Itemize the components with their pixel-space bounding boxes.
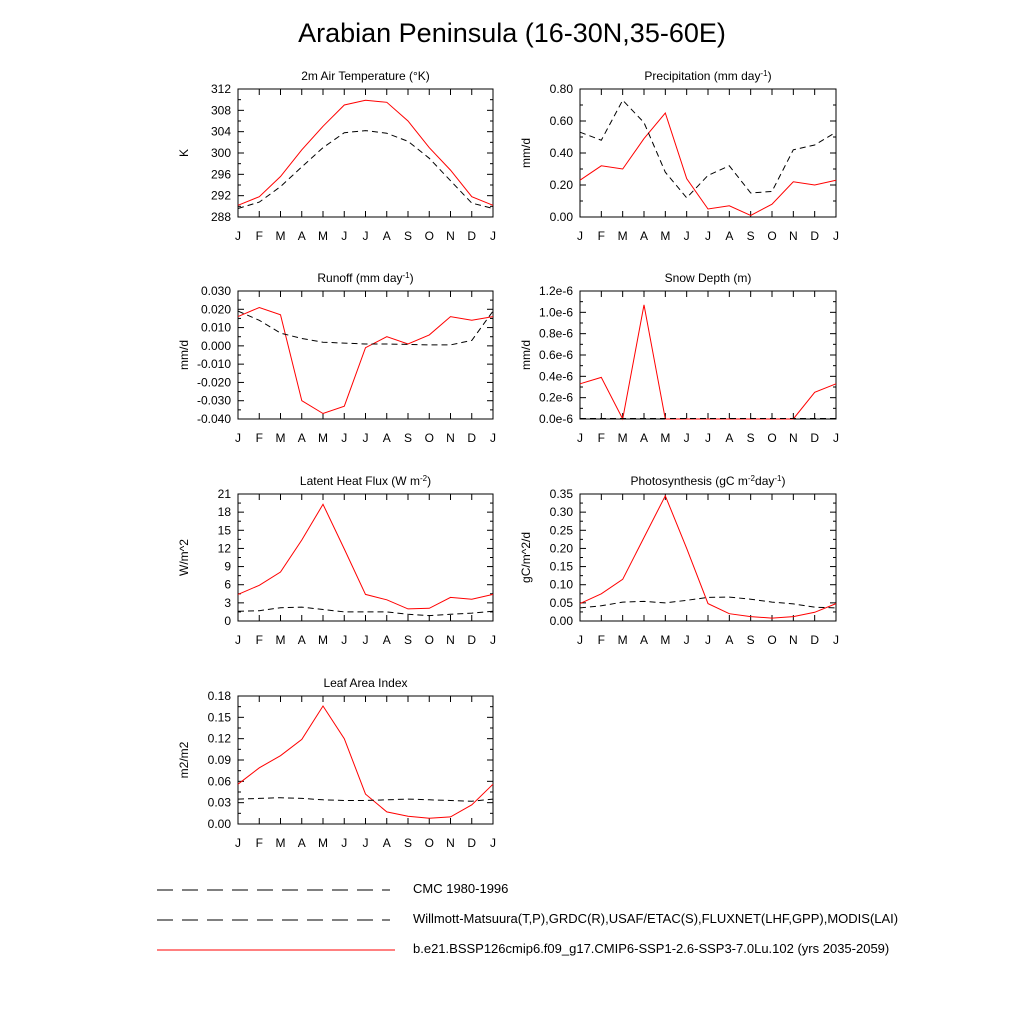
plot-frame	[238, 291, 493, 419]
y-tick-label: 0	[224, 614, 231, 628]
x-tick-label: J	[833, 633, 839, 647]
y-tick-label: 0.25	[549, 523, 573, 538]
panel-title: Photosynthesis (gC $m^{-2}day^{-1}$)	[630, 473, 786, 488]
x-tick-label: M	[318, 836, 328, 850]
y-tick-label: 0.00	[207, 817, 231, 831]
plot-frame	[238, 494, 493, 621]
x-tick-label: M	[660, 633, 671, 647]
x-tick-label: A	[639, 431, 649, 445]
x-tick-label: O	[767, 229, 777, 243]
y-tick-label: 12	[217, 541, 231, 556]
series-line-model	[580, 305, 836, 419]
y-tick-label: 21	[217, 487, 231, 501]
x-tick-label: J	[490, 229, 496, 243]
x-tick-label: J	[705, 431, 711, 445]
x-tick-label: D	[467, 229, 477, 243]
x-tick-label: M	[275, 431, 286, 445]
y-tick-label: 3	[224, 595, 231, 610]
x-tick-label: M	[617, 431, 628, 445]
x-tick-label: J	[577, 229, 583, 243]
x-tick-label: J	[235, 633, 241, 647]
chart-panel-5	[519, 474, 839, 648]
y-tick-label: 0.00	[549, 614, 573, 628]
y-tick-label: -0.040	[196, 412, 231, 426]
x-tick-label: J	[341, 229, 348, 243]
y-tick-label: 0.6e-6	[538, 348, 573, 362]
x-tick-label: D	[467, 836, 477, 850]
y-tick-label: -0.030	[196, 393, 231, 408]
x-tick-label: J	[705, 633, 711, 647]
x-tick-label: F	[597, 633, 606, 647]
y-tick-label: 0.030	[200, 284, 231, 298]
y-tick-label: 0.0e-6	[538, 412, 573, 426]
legend-label-cmc: CMC 1980-1996	[413, 881, 509, 896]
y-axis-label: gC/m^2/d	[519, 532, 533, 583]
y-tick-label: 0.10	[549, 577, 573, 592]
x-tick-label: A	[297, 229, 306, 243]
x-tick-label: S	[746, 229, 755, 243]
x-tick-label: J	[705, 229, 711, 243]
y-tick-label: -0.020	[196, 375, 231, 390]
y-tick-label: 0.000	[200, 338, 231, 353]
y-tick-label: 308	[210, 103, 231, 118]
chart-panel-3	[519, 271, 839, 445]
y-tick-label: 0.20	[549, 541, 573, 556]
x-tick-label: A	[297, 836, 306, 850]
y-tick-label: 0.2e-6	[538, 390, 573, 405]
x-tick-label: O	[424, 229, 434, 243]
x-tick-label: M	[275, 229, 286, 243]
x-tick-label: F	[597, 229, 606, 243]
y-tick-label: 1.0e-6	[538, 305, 573, 320]
chart-panel-2	[177, 271, 496, 446]
x-tick-label: M	[660, 431, 671, 445]
x-tick-label: J	[577, 431, 583, 445]
x-tick-label: M	[318, 633, 328, 647]
y-tick-label: 15	[217, 523, 231, 538]
x-tick-label: D	[810, 633, 820, 647]
y-axis-label: mm/d	[177, 340, 191, 370]
x-tick-label: S	[403, 633, 413, 647]
x-tick-label: A	[382, 229, 391, 243]
y-tick-label: 0.60	[549, 114, 573, 128]
x-tick-label: N	[446, 836, 455, 850]
x-tick-label: A	[382, 633, 391, 647]
y-tick-label: 0.12	[207, 731, 231, 746]
legend-label-obs: Willmott-Matsuura(T,P),GRDC(R),USAF/ETAC(S),FLUXNET(LHF,GPP),MODIS(LAI)	[413, 911, 899, 926]
chart-panel-1	[519, 69, 839, 244]
x-tick-label: J	[833, 229, 839, 243]
x-tick-label: J	[683, 431, 690, 445]
y-tick-label: 0.09	[207, 753, 231, 767]
x-tick-label: J	[341, 633, 348, 647]
x-tick-label: J	[362, 836, 369, 850]
figure-title: Arabian Peninsula (16-30N,35-60E)	[298, 18, 726, 48]
x-tick-label: J	[490, 836, 496, 850]
x-tick-label: A	[297, 431, 306, 445]
x-tick-label: F	[255, 229, 263, 243]
x-tick-label: D	[467, 431, 477, 445]
y-tick-label: 0.00	[549, 210, 573, 224]
x-tick-label: O	[424, 633, 434, 647]
y-tick-label: 0.18	[207, 689, 231, 703]
y-tick-label: 6	[224, 577, 231, 592]
series-line-model	[238, 308, 493, 414]
x-tick-label: A	[725, 431, 734, 445]
y-tick-label: 0.020	[200, 302, 231, 317]
x-tick-label: J	[235, 836, 241, 850]
x-tick-label: S	[746, 633, 755, 647]
y-tick-label: -0.010	[196, 357, 231, 372]
x-tick-label: O	[424, 836, 434, 850]
x-tick-label: A	[639, 633, 649, 647]
y-tick-label: 312	[210, 82, 231, 96]
legend-entry-model	[155, 938, 1015, 962]
x-tick-label: S	[746, 431, 755, 445]
x-tick-label: J	[833, 431, 839, 445]
x-tick-label: A	[382, 836, 391, 850]
x-tick-label: F	[255, 633, 263, 647]
y-tick-label: 0.03	[207, 795, 231, 810]
plot-frame	[580, 494, 836, 621]
x-tick-label: J	[235, 431, 241, 445]
y-tick-label: 9	[224, 559, 231, 574]
y-tick-label: 0.8e-6	[538, 326, 573, 341]
series-line-obs	[238, 131, 493, 209]
x-tick-label: N	[446, 229, 455, 243]
y-tick-label: 0.15	[549, 559, 573, 574]
x-tick-label: S	[403, 229, 413, 243]
panel-title: Precipitation (mm day$^{-1}$)	[644, 68, 772, 83]
series-line-model	[580, 113, 836, 215]
y-axis-label: mm/d	[519, 340, 533, 370]
series-line-model	[238, 504, 493, 609]
chart-panel-4	[177, 474, 496, 648]
x-tick-label: N	[788, 229, 798, 243]
y-tick-label: 1.2e-6	[538, 284, 573, 298]
x-tick-label: A	[725, 633, 734, 647]
plot-frame	[580, 291, 836, 419]
x-tick-label: D	[810, 229, 820, 243]
panel-title: Runoff (mm day$^{-1}$)	[317, 270, 414, 285]
series-line-obs	[238, 798, 493, 802]
series-line-obs	[238, 607, 493, 616]
panel-title: 2m Air Temperature (°K)	[301, 69, 430, 83]
y-axis-label: m2/m2	[177, 741, 191, 779]
legend-line-cmc	[155, 878, 405, 902]
series-line-obs	[580, 100, 836, 198]
panel-title: Snow Depth (m)	[664, 271, 752, 285]
legend-line-model	[155, 938, 405, 962]
y-tick-label: 0.4e-6	[538, 369, 573, 384]
x-tick-label: N	[446, 633, 455, 647]
x-tick-label: O	[767, 633, 777, 647]
x-tick-label: J	[235, 229, 241, 243]
x-tick-label: S	[403, 431, 413, 445]
y-tick-label: 0.010	[200, 320, 231, 335]
x-tick-label: M	[617, 229, 628, 243]
plot-frame	[580, 89, 836, 217]
x-tick-label: N	[788, 431, 798, 445]
y-tick-label: 304	[210, 124, 231, 139]
x-tick-label: J	[490, 633, 496, 647]
y-tick-label: 296	[210, 167, 231, 182]
y-axis-label: W/m^2	[177, 539, 191, 576]
x-tick-label: M	[318, 229, 328, 243]
x-tick-label: J	[341, 836, 348, 850]
y-axis-label: K	[177, 148, 191, 158]
x-tick-label: J	[362, 431, 369, 445]
series-line-model	[580, 496, 836, 618]
x-tick-label: F	[597, 431, 606, 445]
y-axis-label: mm/d	[519, 138, 533, 168]
x-tick-label: F	[255, 836, 263, 850]
plot-frame	[238, 89, 493, 217]
y-tick-label: 292	[210, 188, 231, 203]
x-tick-label: J	[362, 633, 369, 647]
legend-entry-obs	[155, 908, 1015, 932]
y-tick-label: 0.30	[549, 505, 573, 520]
x-tick-label: M	[660, 229, 671, 243]
x-tick-label: D	[810, 431, 820, 445]
x-tick-label: M	[275, 633, 286, 647]
plot-frame	[238, 696, 493, 824]
x-tick-label: S	[403, 836, 413, 850]
x-tick-label: J	[683, 633, 690, 647]
x-tick-label: J	[490, 431, 496, 445]
x-tick-label: O	[767, 431, 777, 445]
x-tick-label: J	[577, 633, 583, 647]
chart-panel-6	[177, 676, 496, 850]
x-tick-label: O	[424, 431, 434, 445]
x-tick-label: M	[318, 431, 328, 445]
x-tick-label: J	[683, 229, 690, 243]
x-tick-label: A	[725, 229, 734, 243]
y-tick-label: 288	[210, 210, 231, 224]
panel-title: Latent Heat Flux (W $m^{-2}$)	[299, 473, 432, 488]
y-tick-label: 18	[217, 505, 231, 520]
x-tick-label: J	[362, 229, 369, 243]
panel-title: Leaf Area Index	[323, 676, 408, 690]
x-tick-label: A	[382, 431, 391, 445]
y-tick-label: 300	[210, 146, 231, 160]
series-line-obs	[238, 311, 493, 345]
x-tick-label: J	[341, 431, 348, 445]
x-tick-label: D	[467, 633, 477, 647]
y-tick-label: 0.40	[549, 146, 573, 160]
y-tick-label: 0.35	[549, 487, 573, 501]
series-line-model	[238, 706, 493, 818]
x-tick-label: N	[446, 431, 455, 445]
x-tick-label: M	[275, 836, 286, 850]
y-tick-label: 0.05	[549, 595, 573, 610]
x-tick-label: A	[297, 633, 306, 647]
y-tick-label: 0.20	[549, 178, 573, 192]
y-tick-label: 0.80	[549, 82, 573, 96]
chart-panel-0	[177, 69, 496, 243]
y-tick-label: 0.06	[207, 774, 231, 789]
x-tick-label: M	[617, 633, 628, 647]
x-tick-label: A	[639, 229, 649, 243]
x-tick-label: N	[788, 633, 798, 647]
legend-label-model: b.e21.BSSP126cmip6.f09_g17.CMIP6-SSP1-2.6-SSP3-7.0Lu.102 (yrs 2035-2059)	[413, 941, 890, 956]
x-tick-label: F	[255, 431, 263, 445]
y-tick-label: 0.15	[207, 710, 231, 725]
legend-line-obs	[155, 908, 405, 932]
legend-entry-cmc	[155, 878, 1015, 902]
